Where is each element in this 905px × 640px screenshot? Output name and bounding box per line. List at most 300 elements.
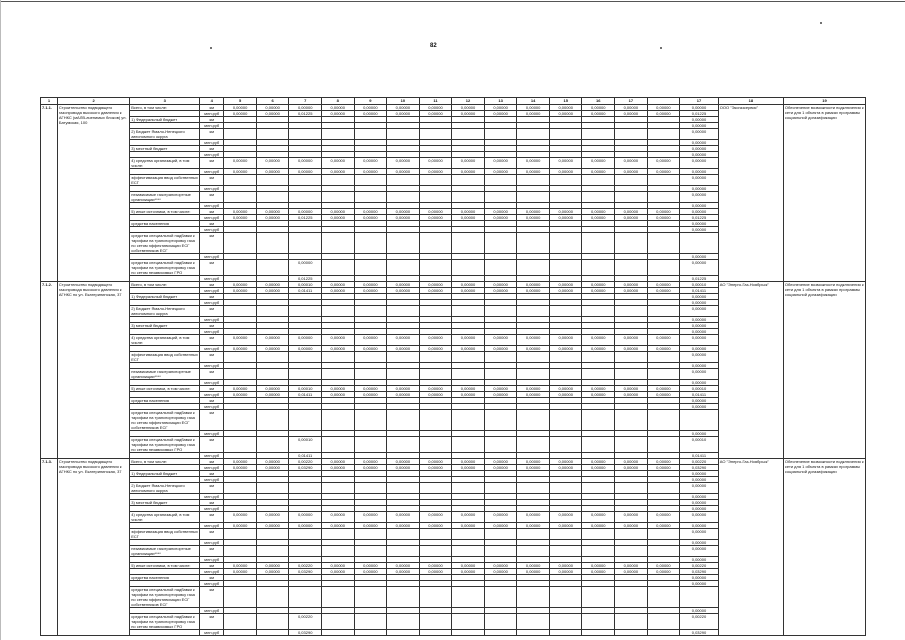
value-cell: 0,00000 xyxy=(517,209,550,215)
row-unit: км xyxy=(200,158,224,169)
total-cell: 0,00000 xyxy=(680,254,719,260)
total-cell: 0,00000 xyxy=(680,175,719,186)
value-cell xyxy=(387,630,420,636)
value-cell xyxy=(615,175,648,186)
row-label: средства специальной надбавки к тарифам на транспортировку газа по сетям независимых ГРО xyxy=(130,437,200,453)
value-cell: 0,00000 xyxy=(224,215,257,221)
value-cell xyxy=(484,630,517,636)
row-label: 1) Федеральный бюджет xyxy=(130,294,200,300)
value-cell xyxy=(517,369,550,380)
total-cell: 0,00000 xyxy=(680,209,719,215)
value-cell xyxy=(647,306,680,317)
value-cell: 0,00000 xyxy=(582,111,615,117)
row-label: 2) Бюджет Ямало-Ненецкого автономного округа xyxy=(130,306,200,317)
value-cell: 0,00000 xyxy=(354,569,387,575)
value-cell xyxy=(256,369,289,380)
value-cell: 0,00000 xyxy=(484,569,517,575)
total-cell xyxy=(680,233,719,254)
row-unit: млн.руб xyxy=(200,630,224,636)
row-label: 3) местный бюджет xyxy=(130,323,200,329)
row-unit: км xyxy=(200,529,224,540)
value-cell: 0,00000 xyxy=(419,335,452,346)
value-cell: 0,00000 xyxy=(419,523,452,529)
value-cell xyxy=(419,306,452,317)
row-label: средства специальной надбавки к тарифам на транспортировку газа по сетям эффективизации ЕСГ собственников ЕСГ xyxy=(130,587,200,608)
value-cell xyxy=(224,129,257,140)
value-cell: 0,00000 xyxy=(321,169,354,175)
block-organization: АО "Энерго-Газ-Ноябрьск" xyxy=(718,459,783,636)
row-label: Всего, в том числе: xyxy=(130,282,200,288)
value-cell: 0,00000 xyxy=(321,282,354,288)
header-cell: 8 xyxy=(321,98,354,105)
total-cell: 0,00000 xyxy=(680,300,719,306)
value-cell: 0,00000 xyxy=(354,282,387,288)
row-unit: млн.руб xyxy=(200,123,224,129)
value-cell: 0,00000 xyxy=(582,512,615,523)
value-cell: 0,00010 xyxy=(289,437,322,453)
row-unit: млн.руб xyxy=(200,608,224,614)
total-cell: 0,00000 xyxy=(680,477,719,483)
value-cell: 0,00000 xyxy=(647,459,680,465)
row-label: 4) средства организаций, в том числе: xyxy=(130,335,200,346)
row-unit: млн.руб xyxy=(200,346,224,352)
value-cell xyxy=(387,369,420,380)
total-cell: 0,00000 xyxy=(680,117,719,123)
value-cell: 0,00000 xyxy=(354,288,387,294)
value-cell: 0,00000 xyxy=(321,386,354,392)
value-cell: 0,00000 xyxy=(321,111,354,117)
total-cell: 0,00000 xyxy=(680,581,719,587)
value-cell xyxy=(549,192,582,203)
total-cell: 0,00000 xyxy=(680,575,719,581)
row-label: 1) Федеральный бюджет xyxy=(130,471,200,477)
value-cell xyxy=(387,437,420,453)
value-cell: 0,00000 xyxy=(647,346,680,352)
page-number: 82 xyxy=(430,43,437,49)
value-cell: 0,00000 xyxy=(647,111,680,117)
value-cell: 0,00000 xyxy=(354,459,387,465)
row-unit: млн.руб xyxy=(200,329,224,335)
value-cell: 0,00000 xyxy=(484,169,517,175)
value-cell xyxy=(387,587,420,608)
value-cell: 0,00220 xyxy=(289,459,322,465)
value-cell: 0,00000 xyxy=(647,512,680,523)
value-cell: 0,00000 xyxy=(484,392,517,398)
investment-table xyxy=(40,97,866,636)
value-cell xyxy=(582,306,615,317)
value-cell: 0,00000 xyxy=(582,569,615,575)
value-cell xyxy=(224,614,257,630)
row-label: 5) иные источники, в том числе: xyxy=(130,386,200,392)
row-label: средства населения xyxy=(130,221,200,227)
value-cell: 0,03290 xyxy=(289,630,322,636)
total-cell: 0,00000 xyxy=(680,608,719,614)
value-cell xyxy=(224,192,257,203)
total-cell: 0,00000 xyxy=(680,500,719,506)
value-cell: 0,00000 xyxy=(517,282,550,288)
value-cell: 0,00000 xyxy=(224,169,257,175)
value-cell: 0,00000 xyxy=(224,569,257,575)
row-unit: млн.руб xyxy=(200,494,224,500)
value-cell: 0,00000 xyxy=(615,459,648,465)
value-cell xyxy=(452,410,485,431)
value-cell: 0,00000 xyxy=(224,563,257,569)
value-cell: 0,00000 xyxy=(419,459,452,465)
value-cell xyxy=(224,260,257,276)
value-cell xyxy=(452,129,485,140)
value-cell xyxy=(549,630,582,636)
value-cell: 0,00000 xyxy=(582,346,615,352)
value-cell xyxy=(289,369,322,380)
value-cell: 0,00000 xyxy=(224,335,257,346)
value-cell: 0,00000 xyxy=(452,111,485,117)
value-cell: 0,00000 xyxy=(387,282,420,288)
value-cell: 0,00000 xyxy=(615,215,648,221)
total-cell: 0,03290 xyxy=(680,465,719,471)
value-cell: 0,00000 xyxy=(549,209,582,215)
total-cell: 0,03290 xyxy=(680,630,719,636)
value-cell: 0,00000 xyxy=(387,288,420,294)
row-unit: км xyxy=(200,335,224,346)
header-cell: 17 xyxy=(615,98,648,105)
row-unit: км xyxy=(200,483,224,494)
value-cell: 0,00000 xyxy=(452,512,485,523)
value-cell xyxy=(387,352,420,363)
value-cell xyxy=(321,437,354,453)
block-rationale: Обеспечение возможности подключения к сети для 1 объекта в рамках программы социальной догазификации xyxy=(783,459,865,636)
value-cell: 0,00000 xyxy=(224,288,257,294)
row-unit: км xyxy=(200,175,224,186)
value-cell: 0,00000 xyxy=(321,465,354,471)
value-cell xyxy=(354,630,387,636)
value-cell: 0,00000 xyxy=(647,335,680,346)
value-cell xyxy=(615,410,648,431)
value-cell: 0,00000 xyxy=(582,459,615,465)
value-cell xyxy=(615,437,648,453)
value-cell: 0,00000 xyxy=(387,111,420,117)
value-cell: 0,00000 xyxy=(419,512,452,523)
header-cell: 5 xyxy=(224,98,257,105)
value-cell xyxy=(256,630,289,636)
total-cell: 0,00000 xyxy=(680,363,719,369)
row-unit: млн.руб xyxy=(200,465,224,471)
total-cell: 0,00000 xyxy=(680,306,719,317)
value-cell: 0,00000 xyxy=(256,335,289,346)
value-cell xyxy=(452,614,485,630)
value-cell xyxy=(387,233,420,254)
total-cell: 0,00000 xyxy=(680,129,719,140)
value-cell xyxy=(582,614,615,630)
value-cell xyxy=(224,630,257,636)
value-cell: 0,00000 xyxy=(549,392,582,398)
value-cell: 0,00000 xyxy=(354,465,387,471)
value-cell xyxy=(256,437,289,453)
value-cell: 0,03290 xyxy=(289,569,322,575)
value-cell xyxy=(289,352,322,363)
row-unit: км xyxy=(200,352,224,363)
value-cell: 0,00000 xyxy=(549,346,582,352)
value-cell: 0,00000 xyxy=(452,282,485,288)
value-cell: 0,00010 xyxy=(289,386,322,392)
value-cell xyxy=(224,529,257,540)
value-cell: 0,00000 xyxy=(582,288,615,294)
value-cell xyxy=(354,437,387,453)
value-cell xyxy=(484,546,517,557)
total-cell: 0,00000 xyxy=(680,152,719,158)
row-unit: млн.руб xyxy=(200,288,224,294)
value-cell: 0,00000 xyxy=(256,386,289,392)
row-unit: млн.руб xyxy=(200,317,224,323)
value-cell: 0,00000 xyxy=(549,111,582,117)
value-cell: 0,00000 xyxy=(224,209,257,215)
total-cell xyxy=(680,587,719,608)
value-cell xyxy=(647,410,680,431)
value-cell xyxy=(354,129,387,140)
value-cell xyxy=(615,369,648,380)
value-cell: 0,00000 xyxy=(354,512,387,523)
row-label: 3) местный бюджет xyxy=(130,500,200,506)
value-cell: 0,00000 xyxy=(354,523,387,529)
total-cell: 0,01225 xyxy=(680,111,719,117)
value-cell: 0,00000 xyxy=(419,465,452,471)
value-cell: 0,00000 xyxy=(484,386,517,392)
value-cell: 0,00000 xyxy=(647,215,680,221)
value-cell: 0,00000 xyxy=(419,563,452,569)
value-cell: 0,00000 xyxy=(256,282,289,288)
total-cell: 0,00000 xyxy=(680,398,719,404)
value-cell: 0,00000 xyxy=(615,563,648,569)
value-cell: 0,00000 xyxy=(517,158,550,169)
value-cell: 0,00000 xyxy=(354,209,387,215)
row-label: эффективизация ввод собственных ЕСГ xyxy=(131,175,198,185)
value-cell: 0,00000 xyxy=(549,105,582,111)
value-cell xyxy=(582,233,615,254)
value-cell xyxy=(419,437,452,453)
value-cell: 0,00010 xyxy=(289,282,322,288)
value-cell: 0,00000 xyxy=(549,169,582,175)
value-cell xyxy=(582,129,615,140)
value-cell xyxy=(321,192,354,203)
row-unit: км xyxy=(200,563,224,569)
total-cell: 0,00000 xyxy=(680,352,719,363)
value-cell: 0,00000 xyxy=(615,392,648,398)
value-cell: 0,00000 xyxy=(549,335,582,346)
total-cell: 0,00000 xyxy=(680,158,719,169)
value-cell: 0,00000 xyxy=(517,335,550,346)
value-cell: 0,00000 xyxy=(549,563,582,569)
value-cell xyxy=(452,175,485,186)
total-cell: 0,00000 xyxy=(680,123,719,129)
value-cell: 0,00000 xyxy=(615,111,648,117)
value-cell: 0,00000 xyxy=(647,465,680,471)
value-cell: 0,00000 xyxy=(224,282,257,288)
value-cell xyxy=(582,192,615,203)
value-cell: 0,00000 xyxy=(452,346,485,352)
value-cell: 0,00000 xyxy=(452,209,485,215)
row-label: эффективизация ввод собственных ЕСГ xyxy=(131,352,198,362)
value-cell xyxy=(647,630,680,636)
value-cell: 0,00000 xyxy=(321,569,354,575)
value-cell: 0,00000 xyxy=(289,209,322,215)
value-cell xyxy=(354,233,387,254)
left-edge-line xyxy=(0,0,1,640)
value-cell: 0,00000 xyxy=(256,158,289,169)
value-cell: 0,00000 xyxy=(549,465,582,471)
total-cell: 0,00000 xyxy=(680,203,719,209)
total-cell: 0,00000 xyxy=(680,335,719,346)
value-cell: 0,00000 xyxy=(615,523,648,529)
total-cell: 0,00000 xyxy=(680,529,719,540)
block-rationale: Обеспечение возможности подключения к сети для 1 объекта в рамках программы социальной догазификации xyxy=(783,105,865,282)
row-unit: км xyxy=(200,294,224,300)
value-cell xyxy=(615,233,648,254)
row-label: 1) Федеральный бюджет xyxy=(130,117,200,123)
value-cell: 0,00000 xyxy=(517,569,550,575)
value-cell: 0,00000 xyxy=(615,512,648,523)
row-unit: км xyxy=(200,221,224,227)
value-cell: 0,00000 xyxy=(484,459,517,465)
value-cell xyxy=(387,129,420,140)
row-unit: млн.руб xyxy=(200,152,224,158)
total-cell: 0,00010 xyxy=(680,437,719,453)
row-label: 4) средства организаций, в том числе: xyxy=(130,512,200,523)
value-cell xyxy=(484,352,517,363)
value-cell: 0,00000 xyxy=(484,105,517,111)
value-cell xyxy=(256,306,289,317)
row-unit: км xyxy=(200,587,224,608)
value-cell: 0,00000 xyxy=(615,335,648,346)
value-cell xyxy=(549,410,582,431)
row-unit: млн.руб xyxy=(200,431,224,437)
value-cell xyxy=(615,192,648,203)
total-cell: 0,00000 xyxy=(680,221,719,227)
value-cell xyxy=(484,587,517,608)
value-cell: 0,01225 xyxy=(289,215,322,221)
row-label: средства специальной надбавки к тарифам на транспортировку газа по сетям эффективизации ЕСГ собственников ЕСГ xyxy=(130,410,200,431)
value-cell: 0,00000 xyxy=(289,169,322,175)
value-cell: 0,00220 xyxy=(289,614,322,630)
value-cell xyxy=(321,630,354,636)
scan-speck xyxy=(820,22,822,24)
header-cell: 3 xyxy=(130,98,200,105)
value-cell: 0,00000 xyxy=(256,215,289,221)
row-unit: млн.руб xyxy=(200,276,224,282)
value-cell xyxy=(354,546,387,557)
row-unit: км xyxy=(200,233,224,254)
value-cell: 0,00000 xyxy=(582,335,615,346)
total-cell: 0,03290 xyxy=(680,569,719,575)
value-cell xyxy=(452,546,485,557)
value-cell xyxy=(387,192,420,203)
header-cell: 2 xyxy=(57,98,129,105)
row-unit: млн.руб xyxy=(200,254,224,260)
total-cell: 0,01225 xyxy=(680,276,719,282)
value-cell xyxy=(321,529,354,540)
value-cell xyxy=(517,129,550,140)
value-cell xyxy=(354,260,387,276)
value-cell: 0,00000 xyxy=(289,523,322,529)
header-cell: 14 xyxy=(517,98,550,105)
value-cell xyxy=(289,410,322,431)
value-cell xyxy=(419,587,452,608)
total-cell: 0,00010 xyxy=(680,386,719,392)
header-cell: 6 xyxy=(256,98,289,105)
value-cell xyxy=(224,546,257,557)
row-label: Всего, в том числе: xyxy=(130,105,200,111)
value-cell xyxy=(387,614,420,630)
value-cell: 0,00000 xyxy=(615,209,648,215)
value-cell xyxy=(419,352,452,363)
block-organization: АО "Энерго-Газ-Ноябрьск" xyxy=(718,282,783,459)
value-cell: 0,00000 xyxy=(452,569,485,575)
value-cell: 0,00000 xyxy=(549,386,582,392)
value-cell: 0,00000 xyxy=(289,105,322,111)
value-cell xyxy=(517,529,550,540)
value-cell xyxy=(647,352,680,363)
value-cell: 0,00000 xyxy=(354,392,387,398)
value-cell: 0,00000 xyxy=(582,105,615,111)
row-unit: км xyxy=(200,386,224,392)
value-cell: 0,00000 xyxy=(484,523,517,529)
value-cell: 0,01411 xyxy=(289,288,322,294)
value-cell xyxy=(321,306,354,317)
row-label xyxy=(130,630,200,636)
row-unit: км xyxy=(200,105,224,111)
row-label: независимые газотранспортные организации**** xyxy=(130,369,200,380)
value-cell xyxy=(354,483,387,494)
row-unit: млн.руб xyxy=(200,404,224,410)
value-cell: 0,03290 xyxy=(289,465,322,471)
value-cell: 0,00000 xyxy=(452,465,485,471)
value-cell: 0,00000 xyxy=(224,392,257,398)
value-cell: 0,00000 xyxy=(419,288,452,294)
value-cell xyxy=(549,587,582,608)
value-cell: 0,00000 xyxy=(419,569,452,575)
header-cell: 7 xyxy=(289,98,322,105)
value-cell xyxy=(582,352,615,363)
header-cell: 18 xyxy=(718,98,783,105)
value-cell xyxy=(419,546,452,557)
value-cell xyxy=(615,129,648,140)
row-unit: км xyxy=(200,369,224,380)
header-cell: 10 xyxy=(387,98,420,105)
value-cell: 0,00000 xyxy=(452,215,485,221)
value-cell: 0,01411 xyxy=(289,453,322,459)
value-cell: 0,00000 xyxy=(452,169,485,175)
row-unit: км xyxy=(200,512,224,523)
value-cell xyxy=(452,587,485,608)
value-cell: 0,00000 xyxy=(615,282,648,288)
value-cell: 0,00000 xyxy=(582,392,615,398)
value-cell xyxy=(582,630,615,636)
header-cell: 15 xyxy=(549,98,582,105)
value-cell xyxy=(452,483,485,494)
value-cell: 0,00000 xyxy=(517,512,550,523)
value-cell: 0,00000 xyxy=(419,215,452,221)
value-cell: 0,00000 xyxy=(354,169,387,175)
total-cell: 0,00000 xyxy=(680,146,719,152)
value-cell: 0,00000 xyxy=(289,512,322,523)
value-cell: 0,00000 xyxy=(387,215,420,221)
row-label: 3) местный бюджет xyxy=(130,146,200,152)
total-cell: 0,00220 xyxy=(680,459,719,465)
value-cell xyxy=(549,614,582,630)
value-cell xyxy=(256,410,289,431)
value-cell: 0,00000 xyxy=(615,346,648,352)
value-cell: 0,00000 xyxy=(387,158,420,169)
value-cell xyxy=(517,483,550,494)
block-title: Строительство подводящего газопровода высокого давления к АГНКС (мАЛВ-аченимых блоков) ул. Батумская, 100 xyxy=(57,105,129,282)
